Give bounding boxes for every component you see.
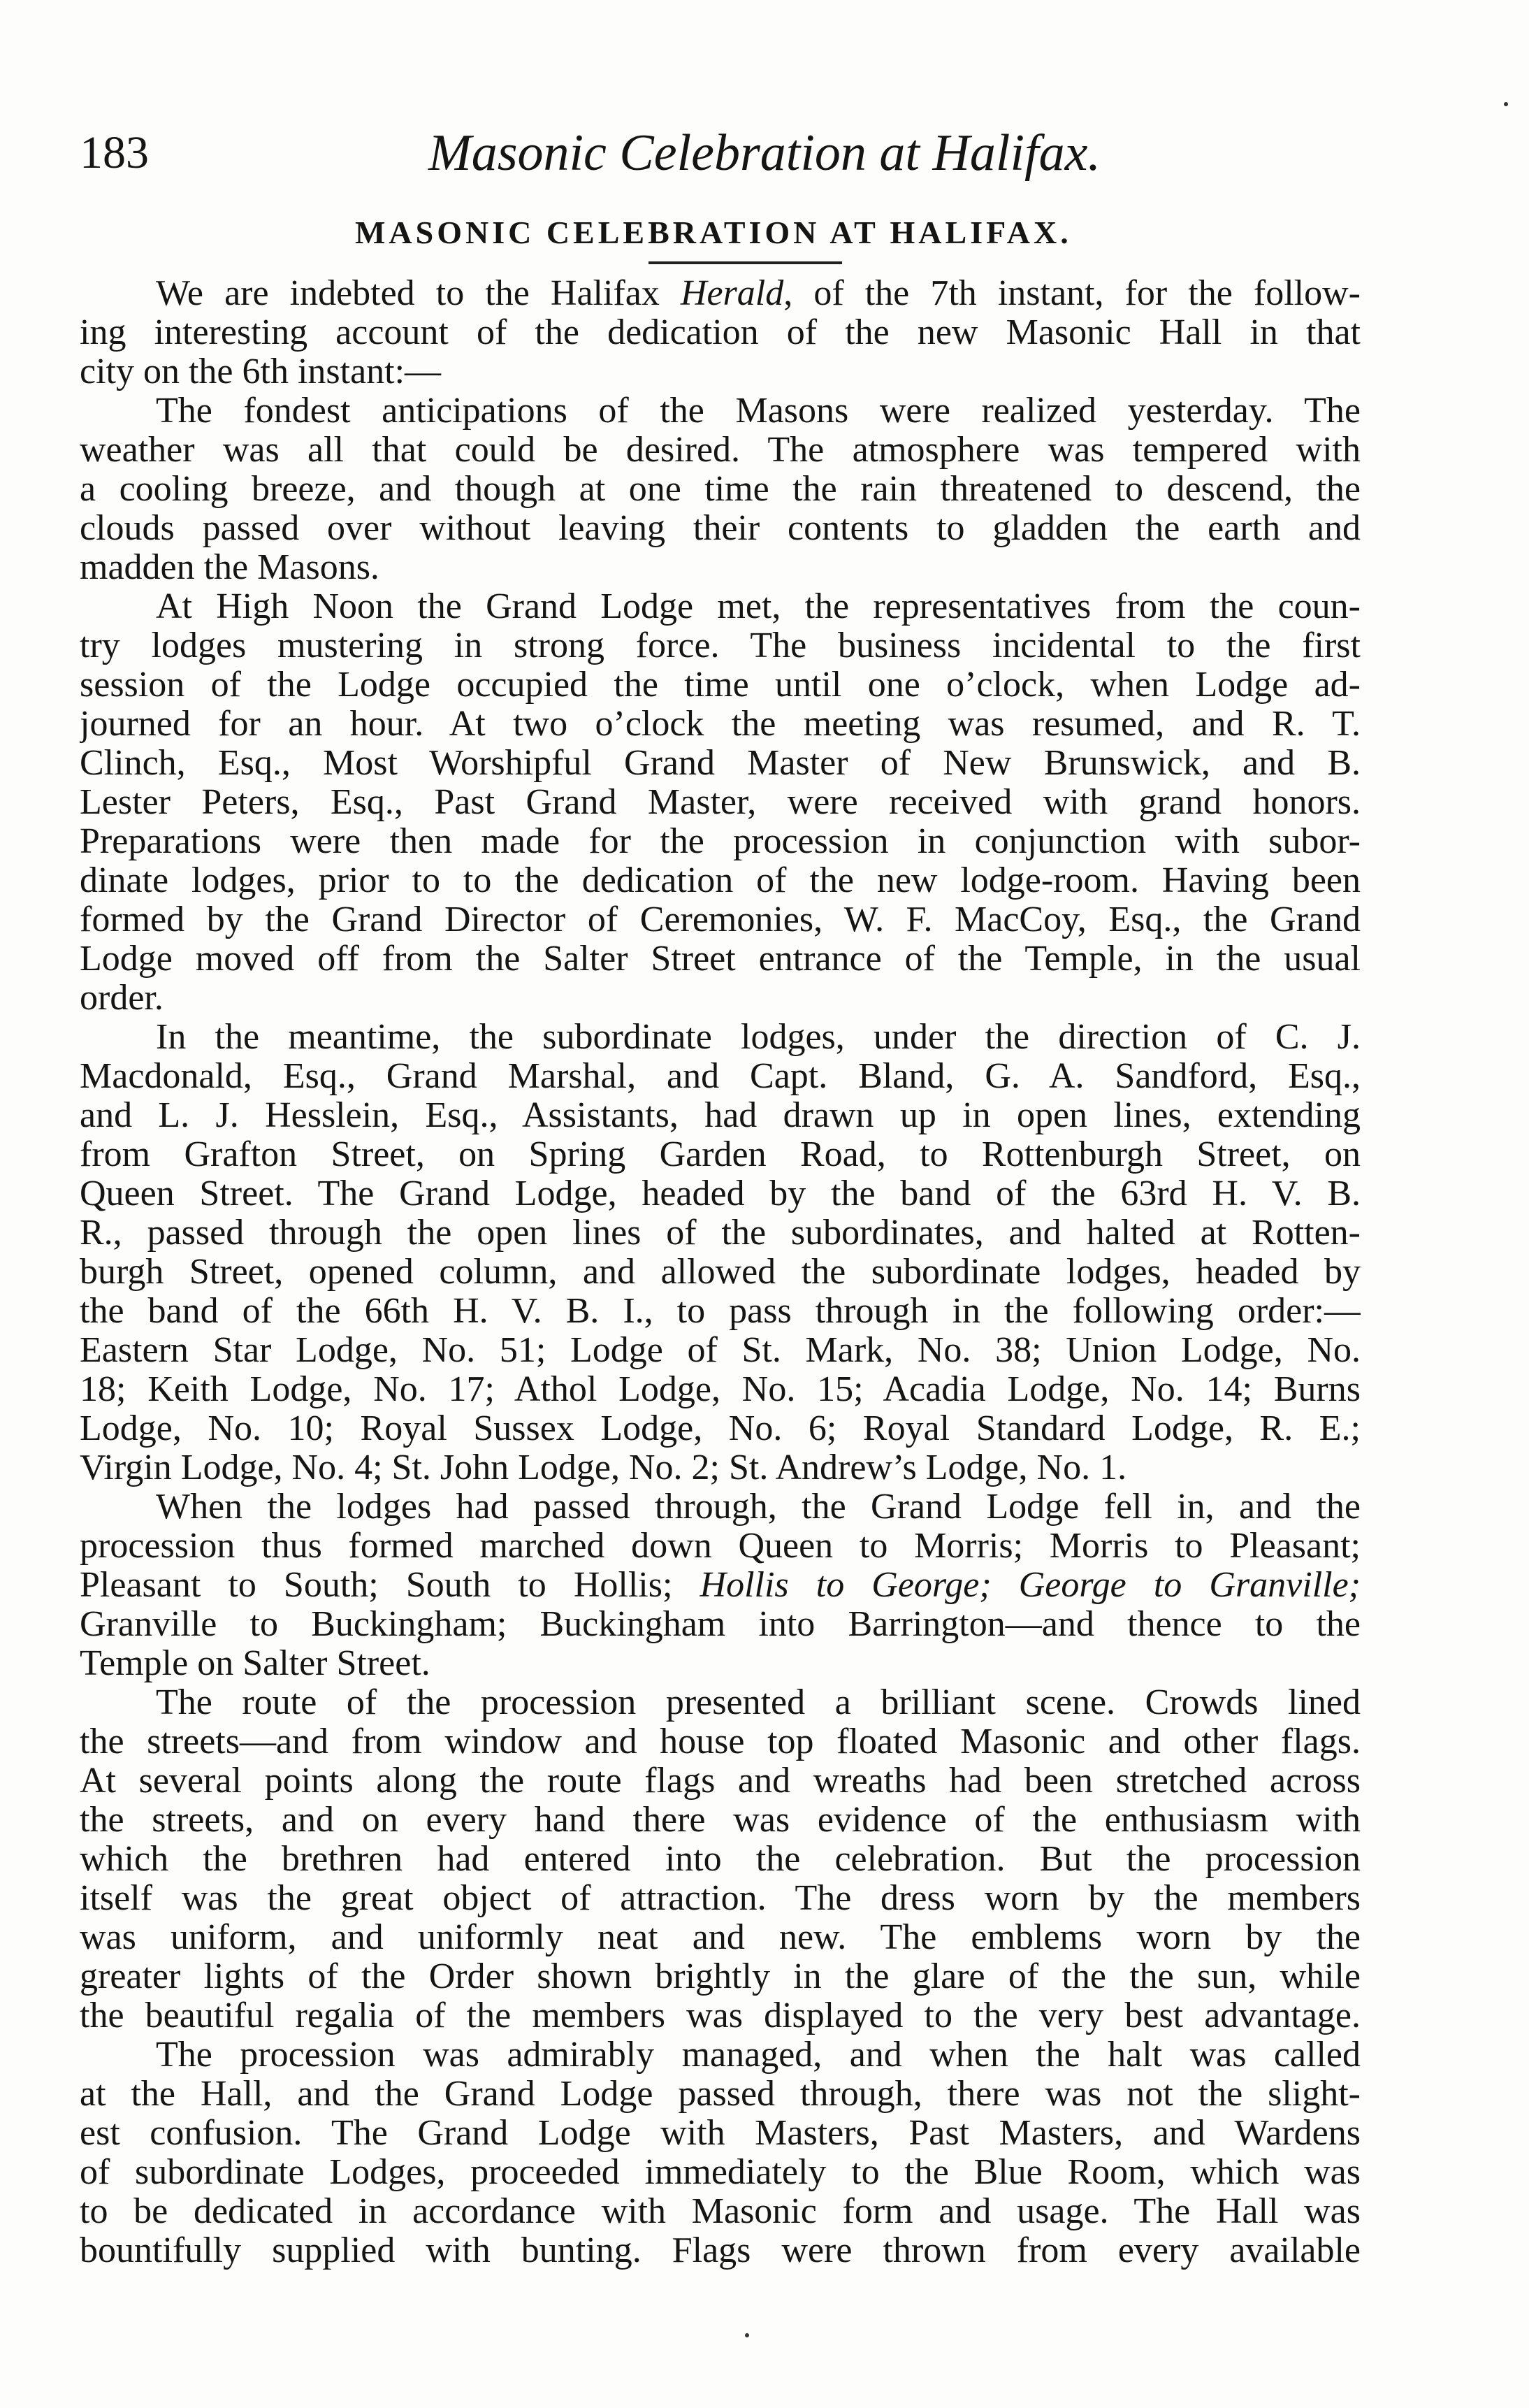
- text-line: In the meantime, the subordinate lodges, under the direction of C. J.: [156, 1018, 1361, 1057]
- text-line: to be dedicated in accordance with Masonic form and usage. The Hall was: [80, 2192, 1361, 2231]
- text-line: At several points along the route flags and wreaths had been stretched across: [80, 1761, 1361, 1801]
- text-line: ing interesting account of the dedication of the new Masonic Hall in that: [80, 313, 1361, 352]
- title-rule: [648, 261, 842, 264]
- paragraph: [80, 1018, 1361, 1487]
- text-line: of subordinate Lodges, proceeded immediately to the Blue Room, which was: [80, 2153, 1361, 2192]
- text-segment: , of the 7th instant, for the follow-: [783, 274, 1361, 313]
- text-line: R., passed through the open lines of the subordinates, and halted at Rotten-: [80, 1213, 1361, 1253]
- text-line: Lodge moved off from the Salter Street entrance of the Temple, in the usual: [80, 939, 1361, 979]
- italic-text: Herald: [680, 274, 784, 313]
- text-line: Lester Peters, Esq., Past Grand Master, were received with grand honors.: [80, 783, 1361, 822]
- italic-text: Hollis to George; George to Granville;: [700, 1566, 1361, 1605]
- text-line: Eastern Star Lodge, No. 51; Lodge of St. Mark, No. 38; Union Lodge, No.: [80, 1331, 1361, 1370]
- paragraph: [80, 1683, 1361, 2035]
- text-line: from Grafton Street, on Spring Garden Road, to Rottenburgh Street, on: [80, 1135, 1361, 1174]
- text-line: order.: [80, 979, 164, 1018]
- text-line: Lodge, No. 10; Royal Sussex Lodge, No. 6; Royal Standard Lodge, R. E.;: [80, 1409, 1361, 1448]
- text-line: weather was all that could be desired. The atmosphere was tempered with: [80, 431, 1361, 470]
- text-line: At High Noon the Grand Lodge met, the representatives from the coun-: [156, 587, 1361, 626]
- text-line: [80, 274, 1361, 313]
- text-line: session of the Lodge occupied the time until one o’clock, when Lodge ad-: [80, 665, 1361, 705]
- page-number: 183: [80, 127, 149, 178]
- paragraph: [80, 587, 1361, 1018]
- text-line: the beautiful regalia of the members was displayed to the very best advantage.: [80, 1996, 1361, 2035]
- paragraph: [80, 274, 1361, 391]
- text-line: the streets—and from window and house top floated Masonic and other flags.: [80, 1722, 1361, 1761]
- text-line: clouds passed over without leaving their contents to gladden the earth and: [80, 509, 1361, 548]
- text-line: When the lodges had passed through, the Grand Lodge fell in, and the: [156, 1487, 1361, 1527]
- text-line: [80, 1566, 1361, 1605]
- text-line: itself was the great object of attraction. The dress worn by the members: [80, 1879, 1361, 1918]
- paragraph: [80, 1487, 1361, 1683]
- text-line: the streets, and on every hand there was evidence of the enthusiasm with: [80, 1801, 1361, 1840]
- text-line: greater lights of the Order shown brightly in the glare of the the sun, while: [80, 1957, 1361, 1996]
- text-line: The route of the procession presented a brilliant scene. Crowds lined: [156, 1683, 1361, 1722]
- text-line: Granville to Buckingham; Buckingham into Barrington—and thence to the: [80, 1605, 1361, 1644]
- text-segment: Pleasant to South; South to Hollis;: [80, 1566, 700, 1605]
- text-line: The fondest anticipations of the Masons were realized yesterday. The: [156, 391, 1361, 431]
- paragraph: [80, 391, 1361, 587]
- text-line: journed for an hour. At two o’clock the meeting was resumed, and R. T.: [80, 705, 1361, 744]
- text-line: est confusion. The Grand Lodge with Masters, Past Masters, and Wardens: [80, 2114, 1361, 2153]
- text-line: a cooling breeze, and though at one time the rain threatened to descend, the: [80, 470, 1361, 509]
- paragraph: [80, 2035, 1361, 2270]
- text-line: try lodges mustering in strong force. The business incidental to the first: [80, 626, 1361, 665]
- scan-speck: [1504, 102, 1508, 106]
- text-line: which the brethren had entered into the celebration. But the procession: [80, 1840, 1361, 1879]
- text-line: dinate lodges, prior to to the dedication of the new lodge-room. Having been: [80, 861, 1361, 900]
- text-line: and L. J. Hesslein, Esq., Assistants, had drawn up in open lines, extending: [80, 1096, 1361, 1135]
- text-line: 18; Keith Lodge, No. 17; Athol Lodge, No. 15; Acadia Lodge, No. 14; Burns: [80, 1370, 1361, 1409]
- text-line: Macdonald, Esq., Grand Marshal, and Capt. Bland, G. A. Sandford, Esq.,: [80, 1057, 1361, 1096]
- text-line: formed by the Grand Director of Ceremonies, W. F. MacCoy, Esq., the Grand: [80, 900, 1361, 939]
- text-line: Clinch, Esq., Most Worshipful Grand Master of New Brunswick, and B.: [80, 744, 1361, 783]
- text-line: city on the 6th instant:—: [80, 352, 442, 391]
- text-line: procession thus formed marched down Queen to Morris; Morris to Pleasant;: [80, 1527, 1361, 1566]
- text-line: Virgin Lodge, No. 4; St. John Lodge, No. 2; St. Andrew’s Lodge, No. 1.: [80, 1448, 1127, 1487]
- article-body: [80, 274, 1361, 2270]
- text-line: The procession was admirably managed, and when the halt was called: [156, 2035, 1361, 2075]
- text-segment: We are indebted to the Halifax: [156, 274, 681, 313]
- text-line: at the Hall, and the Grand Lodge passed through, there was not the slight-: [80, 2075, 1361, 2114]
- text-line: the band of the 66th H. V. B. I., to pass through in the following order:—: [80, 1292, 1361, 1331]
- text-line: burgh Street, opened column, and allowed the subordinate lodges, headed by: [80, 1253, 1361, 1292]
- scan-speck: [745, 2333, 749, 2337]
- text-line: Temple on Salter Street.: [80, 1644, 430, 1683]
- text-line: was uniform, and uniformly neat and new. The emblems worn by the: [80, 1918, 1361, 1957]
- text-line: Queen Street. The Grand Lodge, headed by the band of the 63rd H. V. B.: [80, 1174, 1361, 1213]
- article-title: MASONIC CELEBRATION AT HALIFAX.: [355, 215, 1072, 250]
- running-title: Masonic Celebration at Halifax.: [428, 124, 1101, 182]
- text-line: madden the Masons.: [80, 548, 379, 587]
- text-line: bountifully supplied with bunting. Flags were thrown from every available: [80, 2231, 1361, 2270]
- text-line: Preparations were then made for the procession in conjunction with subor-: [80, 822, 1361, 861]
